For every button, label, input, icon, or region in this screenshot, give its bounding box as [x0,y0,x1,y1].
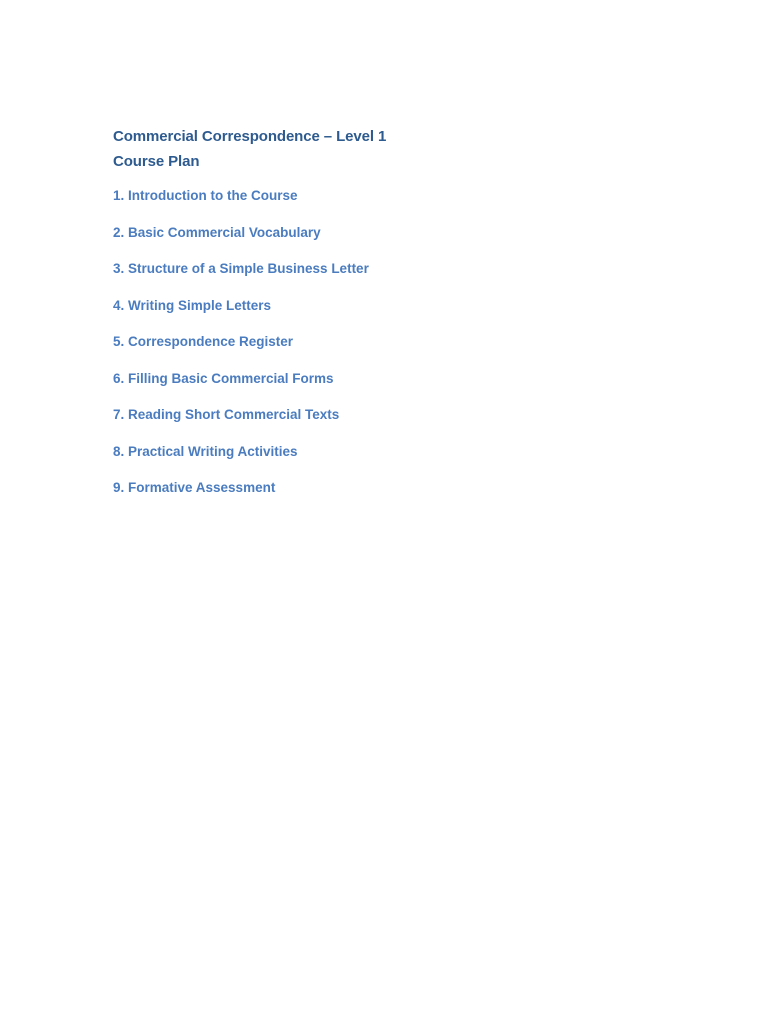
toc-link-forms[interactable]: 6. Filling Basic Commercial Forms [113,370,334,386]
toc-link-vocabulary[interactable]: 2. Basic Commercial Vocabulary [113,224,321,240]
toc-item-4 [113,296,433,333]
toc-item-8 [113,442,433,479]
toc-item-6 [113,369,433,406]
table-of-contents [113,186,433,515]
title-line-2: Course Plan [113,153,200,170]
toc-link-assessment[interactable]: 9. Formative Assessment [113,480,276,495]
toc-item-2 [113,223,433,260]
title-line-1: Commercial Correspondence – Level 1 [113,128,387,145]
toc-link-register[interactable]: 5. Correspondence Register [113,334,294,349]
document-title [113,124,433,174]
toc-item-7 [113,405,433,442]
toc-item-5 [113,332,433,369]
toc-item-9 [113,478,433,515]
toc-link-letter-structure[interactable]: 3. Structure of a Simple Business Letter [113,261,369,276]
toc-link-practical-writing[interactable]: 8. Practical Writing Activities [113,443,298,459]
toc-item-1 [113,186,433,223]
toc-link-writing-letters[interactable]: 4. Writing Simple Letters [113,297,272,313]
toc-link-introduction[interactable]: 1. Introduction to the Course [113,188,298,203]
document-content [113,124,433,515]
toc-link-reading[interactable]: 7. Reading Short Commercial Texts [113,407,340,422]
toc-item-3 [113,259,433,296]
